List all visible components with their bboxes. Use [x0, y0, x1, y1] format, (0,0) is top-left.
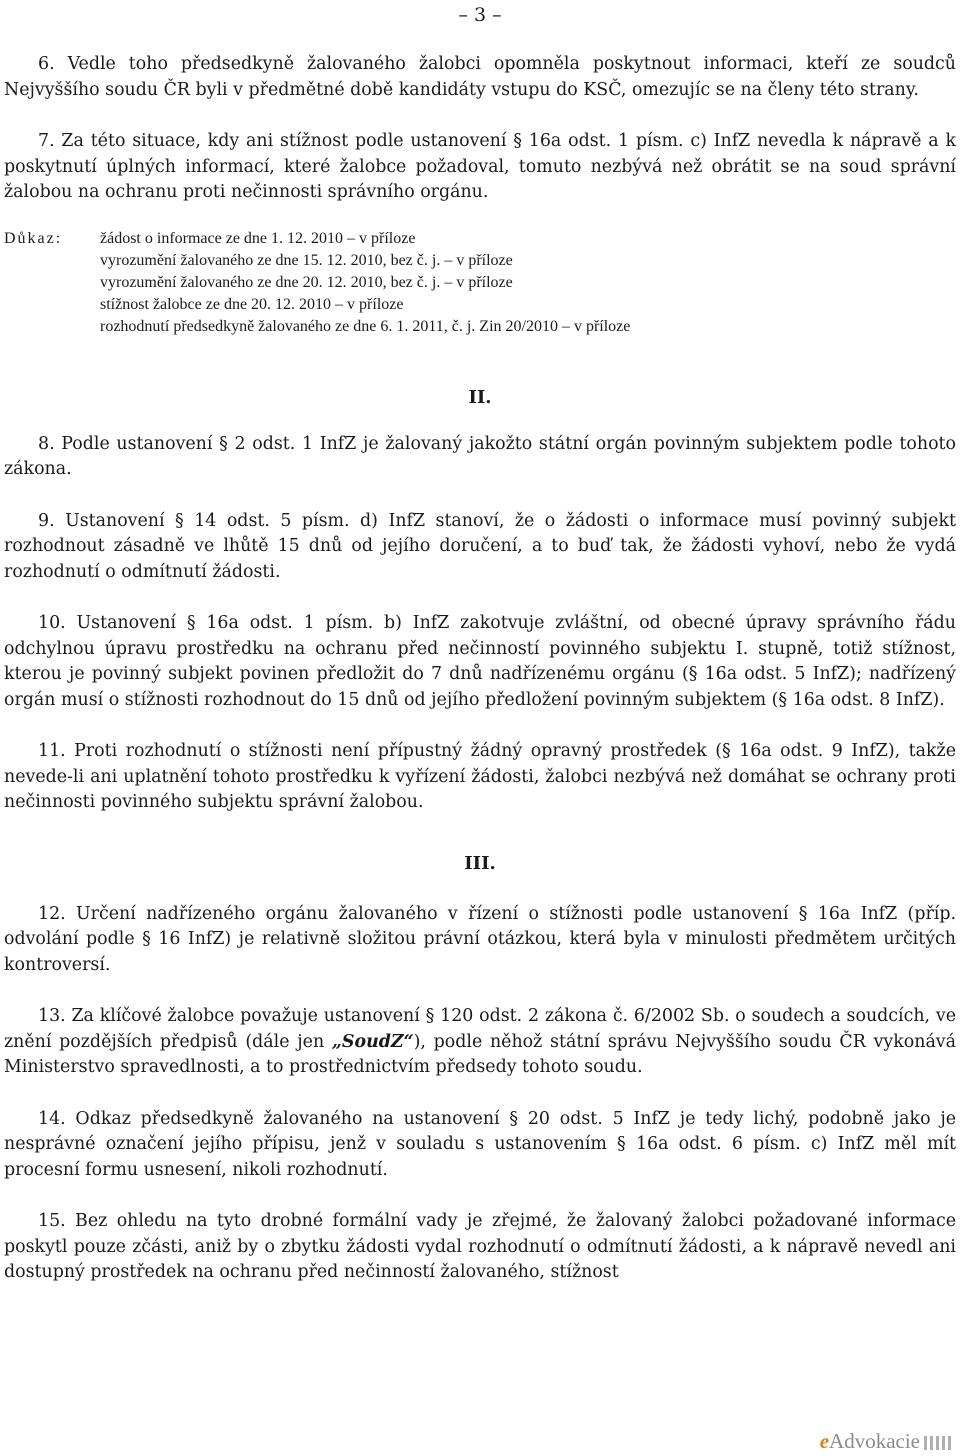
defined-term-soudz: „SoudZ“: [331, 1031, 414, 1052]
page-number: – 3 –: [458, 4, 502, 26]
section-heading-ii: II.: [468, 386, 492, 408]
paragraph-15: 15. Bez ohledu na tyto drobné formální vady je zřejmé, že žalovaný žalobci požadované informace poskytl pouze zčásti, aniž by o zbytku žádosti vydal rozhodnutí o odmítnutí žádosti, a k nápravě nevedl ani dostupný prostředek na ochranu před nečinností žalovaného, stížnost: [4, 1211, 956, 1282]
paragraph-12: 12. Určení nadřízeného orgánu žalovaného v řízení o stížnosti podle ustanovení § 16a InfZ (příp. odvolání podle § 16 InfZ) je relativně složitou právní otázkou, která byla v minulosti předmětem určitých kontroversí.: [4, 903, 956, 975]
evidence-item: rozhodnutí předsedkyně žalovaného ze dne 6. 1. 2011, č. j. Zin 20/2010 – v příloze: [100, 317, 631, 335]
document-body: [4, 52, 956, 1312]
evidence-item: stížnost žalobce ze dne 20. 12. 2010 – v příloze: [100, 295, 404, 313]
paragraph-8: 8. Podle ustanovení § 2 odst. 1 InfZ je žalovaný jakožto státní orgán povinným subjektem podle tohoto zákona.: [4, 433, 956, 479]
paragraph-13: [4, 1004, 956, 1081]
evidence-label: Důkaz:: [4, 229, 63, 247]
paragraph-9: 9. Ustanovení § 14 odst. 5 písm. d) InfZ stanoví, že o žádosti o informace musí povinný subjekt rozhodnout zásadně ve lhůtě 15 dnů od jejího doručení, a to buď tak, že žádosti vyhoví, nebo že vydá rozhodnutí o odmítnutí žádosti.: [4, 510, 956, 582]
paragraph-11: 11. Proti rozhodnutí o stížnosti není přípustný žádný opravný prostředek (§ 16a odst. 9 InfZ), takže nevede-li ani uplatnění tohoto prostředku k vyřízení žádosti, žalobci nezbývá než domáhat se ochrany proti nečinnosti povinného subjektu správní žalobou.: [4, 741, 956, 812]
logo-e: e: [819, 1429, 830, 1453]
paragraph-13-text-end: ), podle něhož státní správu Nejvyššího soudu ČR vykonává Ministerstvo spravedlnosti, a to prostřednictvím předsedy tohoto soudu.: [4, 1031, 956, 1077]
eadvokacie-logo: [820, 1429, 954, 1454]
paragraph-6: 6. Vedle toho předsedkyně žalovaného žalobci opomněla poskytnout informaci, kteří ze soudců Nejvyššího soudu ČR byli v předmětné době kandidáty vstupu do KSČ, omezujíc se na členy této strany.: [4, 54, 956, 100]
evidence-block: [4, 228, 956, 338]
paragraph-13-text-start: 13. Za klíčové žalobce považuje ustanovení § 120 odst. 2 zákona č. 6/2002 Sb. o soudech a soudcích, ve znění pozdějších předpisů (dále jen: [4, 1006, 956, 1052]
logo-stripe-icon: [924, 1436, 954, 1450]
paragraph-14: 14. Odkaz předsedkyně žalovaného na ustanovení § 20 odst. 5 InfZ je tedy lichý, podobně jako je nesprávné označení jejího přípisu, jenž v souladu s ustanovením § 16a odst. 6 písm. c) InfZ měl mít procesní formu usnesení, nikoli rozhodnutí.: [4, 1108, 956, 1180]
logo-text: Advokacie: [829, 1429, 920, 1453]
section-heading-iii: III.: [464, 852, 496, 874]
evidence-list: [100, 228, 630, 338]
evidence-item: vyrozumění žalovaného ze dne 15. 12. 2010, bez č. j. – v příloze: [100, 251, 513, 269]
paragraph-10: 10. Ustanovení § 16a odst. 1 písm. b) InfZ zakotvuje zvláštní, od obecné úpravy správního řádu odchylnou úpravu prostředku na ochranu před nečinností povinného subjektu I. stupně, totiž stížnost, kterou je povinný subjekt povinen předložit do 7 dnů nadřízenému orgánu (§ 16a odst. 5 InfZ); nadřízený orgán musí o stížnosti rozhodnout do 15 dnů od jejího předložení povinným subjektem (§ 16a odst. 8 InfZ).: [4, 613, 956, 710]
evidence-item: vyrozumění žalovaného ze dne 20. 12. 2010, bez č. j. – v příloze: [100, 273, 513, 291]
evidence-item: žádost o informace ze dne 1. 12. 2010 – v příloze: [100, 229, 416, 247]
paragraph-7: 7. Za této situace, kdy ani stížnost podle ustanovení § 16a odst. 1 písm. c) InfZ nevedla k nápravě a k poskytnutí úplných informací, které žalobce požadoval, tomuto nezbývá než obrátit se na soud správní žalobou na ochranu proti nečinnosti správního orgánu.: [4, 131, 956, 202]
